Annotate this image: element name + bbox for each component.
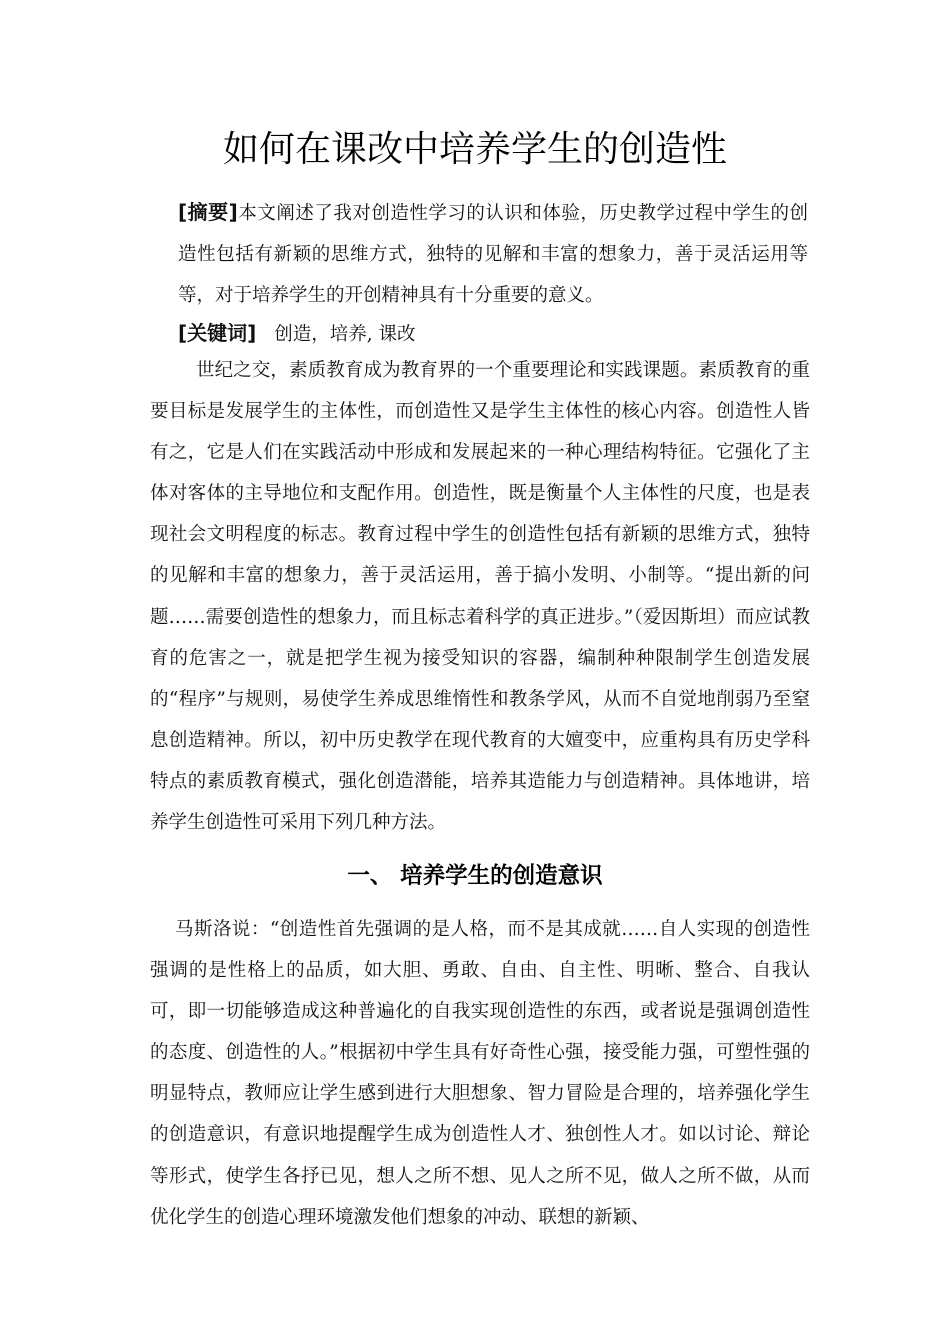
section-heading-1: 一、 培养学生的创造意识 <box>347 863 603 889</box>
abstract-text: 本文阐述了我对创造性学习的认识和体验，历史教学过程中学生的创造性包括有新颖的思维方式，独特的见解和丰富的想象力，善于灵活运用等等，对于培养学生的开创精神具有十分重要的意义。 <box>178 203 808 306</box>
keywords <box>178 314 808 354</box>
keywords-label: [关键词] <box>178 321 257 345</box>
abstract-label: [摘要] <box>178 200 238 224</box>
body-paragraph-section-1: 马斯洛说：“创造性首先强调的是人格，而不是其成就……自人实现的创造性强调的是性格上的品质，如大胆、勇敢、自由、自主性、明晰、整合、自我认可，即一切能够造成这种普遍化的自我实现创造性的东西，或者说是强调创造性的态度、创造性的人。”根据初中学生具有好奇性心强，接受能力强，可塑性强的明显特点，教师应让学生感到进行大胆想象、智力冒险是合理的，培养强化学生的创造意识，有意识地提醒学生成为创造性人才、独创性人才。如以讨论、辩论等形式，使学生各抒已见，想人之所不想、见人之所不见，做人之所不做，从而优化学生的创造心理环境激发他们想象的冲动、联想的新颖、 <box>150 919 810 1228</box>
keywords-text: 创造，培养, 课改 <box>274 324 416 345</box>
abstract <box>178 192 808 316</box>
document-title: 如何在课改中培养学生的创造性 <box>222 129 727 170</box>
body-paragraph-intro: 世纪之交，素质教育成为教育界的一个重要理论和实践课题。素质教育的重要目标是发展学生的主体性，而创造性又是学生主体性的核心内容。创造性人皆有之，它是人们在实践活动中形成和发展起来的一种心理结构特征。它强化了主体对客体的主导地位和支配作用。创造性，既是衡量个人主体性的尺度，也是表现社会文明程度的标志。教育过程中学生的创造性包括有新颖的思维方式，独特的见解和丰富的想象力，善于灵活运用，善于搞小发明、小制等。“提出新的问题……需要创造性的想象力，而且标志着科学的真正进步。”（爱因斯坦）而应试教育的危害之一，就是把学生视为接受知识的容器，编制种种限制学生创造发展的“程序”与规则，易使学生养成思维惰性和教条学风，从而不自觉地削弱乃至窒息创造精神。所以，初中历史教学在现代教育的大嬗变中，应重构具有历史学科特点的素质教育模式，强化创造潜能，培养其造能力与创造精神。具体地讲，培养学生创造性可采用下列几种方法。 <box>150 360 810 834</box>
